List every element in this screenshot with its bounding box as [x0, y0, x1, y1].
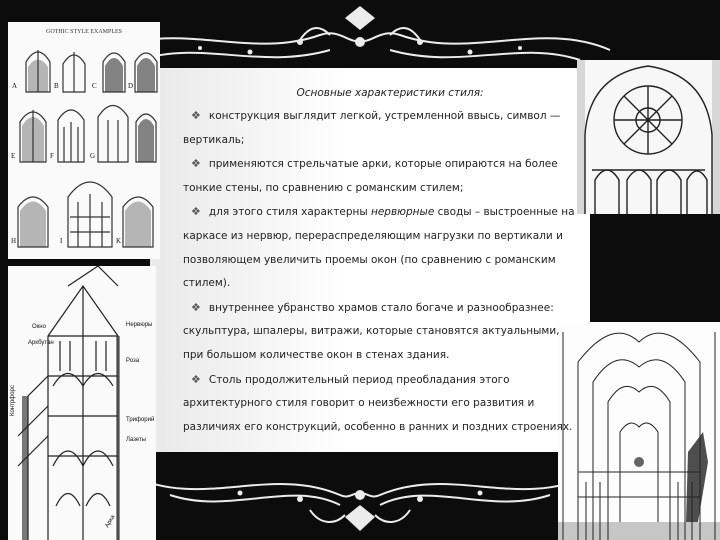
cathedral-section-image — [8, 266, 156, 540]
window-letter: F — [50, 152, 54, 160]
windows-heading: GOTHIC STYLE EXAMPLES — [46, 29, 122, 35]
list-item-text: для этого стиля характерны — [208, 206, 371, 219]
label-arch: Арка — [104, 514, 117, 529]
list-item-text: внутреннее убранство храмов стало богаче и разнообразнее: скульптура, шпалеры, витражи, которые становятся актуальными, при большом количестве окон в стенах здания. — [183, 301, 560, 361]
list-item-text: применяются стрельчатые арки, которые опираются на более тонкие стены, по сравнению с романским стилем; — [183, 158, 558, 194]
diamond-bullet-icon: ❖ — [191, 372, 201, 386]
label-lazety: Лазеты — [126, 437, 147, 443]
diamond-bullet-icon: ❖ — [191, 300, 201, 314]
label-window: Окно — [32, 324, 46, 330]
list-item-text: Столь продолжительный период преобладания этого архитектурного стиля говорит о неизбежности его развития и различиях его конструкций, особенно в ранних и поздних строениях. — [183, 373, 573, 433]
label-triforium: Трифорий — [126, 417, 155, 423]
window-letter: D — [128, 82, 134, 90]
list-item — [183, 200, 579, 295]
slide-content — [183, 82, 579, 439]
window-letter: A — [12, 82, 18, 90]
list-item — [183, 368, 579, 440]
label-nervures: Нервюры — [126, 322, 153, 328]
window-letter: K — [116, 237, 122, 245]
window-letter: C — [92, 82, 97, 90]
list-item — [183, 296, 579, 368]
list-item-emphasis: нервюрные — [370, 206, 435, 219]
rose-window-image — [577, 60, 720, 214]
list-item — [183, 152, 579, 200]
list-item — [183, 104, 579, 152]
label-rose: Роза — [126, 358, 140, 364]
slide-title: Основные характеристики стиля: — [296, 87, 484, 99]
window-letter: B — [54, 82, 59, 90]
list-item-text-continued: своды – выстроенные на каркасе из нервюр, перераспределяющим нагрузки по вертикали и позволяющем увеличить проемы окон (по сравнению с романским стилем). — [183, 206, 575, 290]
window-letter: G — [90, 152, 96, 160]
window-letter: E — [11, 152, 16, 160]
window-letter: H — [11, 237, 17, 245]
diamond-bullet-icon: ❖ — [191, 157, 201, 171]
cathedral-interior-image — [558, 322, 720, 540]
label-buttress: Контрфорс — [10, 385, 16, 416]
diamond-bullet-icon: ❖ — [191, 205, 201, 219]
label-flying-buttress: Аркбутан — [28, 340, 54, 346]
window-letter: I — [60, 237, 63, 245]
gothic-windows-image — [8, 22, 160, 259]
list-item-text: конструкция выглядит легкой, устремленной ввысь, символ — вертикаль; — [183, 110, 561, 146]
diamond-bullet-icon: ❖ — [191, 109, 201, 122]
